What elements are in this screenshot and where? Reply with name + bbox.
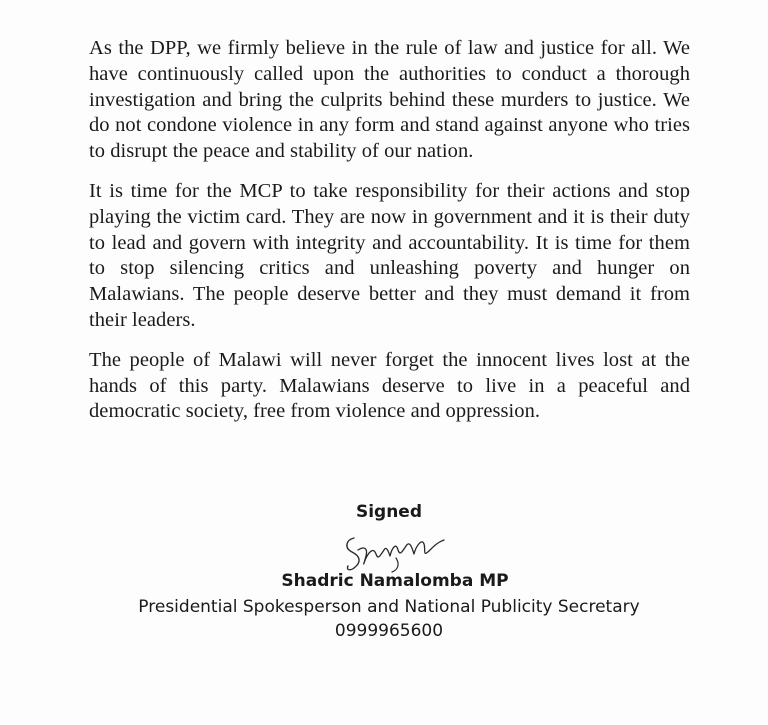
signed-label: Signed (355, 502, 423, 522)
signatory-phone: 0999965600 (334, 621, 444, 641)
letter-body (89, 36, 690, 439)
signatory-title: Presidential Spokesperson and National Publicity Secretary (138, 597, 640, 617)
paragraph-rule-of-law: As the DPP, we firmly believe in the rule of law and justice for all. We have continuously called upon the authorities to conduct a thorough investigation and bring the culprits behind these murders to justice. We do not condone violence in any form and stand against anyone who tries to disrupt the peace and stability of our nation. (89, 37, 690, 163)
paragraph-mcp-responsibility: It is time for the MCP to take responsibility for their actions and stop playing the victim card. They are now in government and it is their duty to lead and govern with integrity and accountability. It is time for them to stop silencing critics and unleashing poverty and hunger on Malawians. The people deserve better and they must demand it from their leaders. (89, 179, 690, 331)
signatory-name: Shadric Namalomba MP (281, 571, 509, 591)
paragraph-people-of-malawi: The people of Malawi will never forget the innocent lives lost at the hands of this party. Malawians deserve to live in a peaceful and democratic society, free from violence and oppression. (89, 348, 690, 423)
handwritten-signature (340, 528, 460, 576)
